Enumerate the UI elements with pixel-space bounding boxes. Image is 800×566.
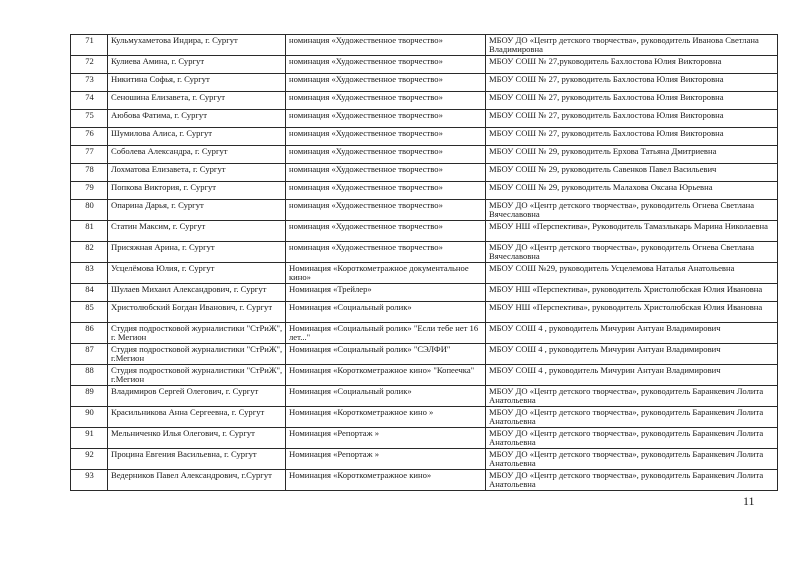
table-row <box>71 127 778 145</box>
row-number-cell: 85 <box>71 301 108 322</box>
row-number-cell: 83 <box>71 262 108 283</box>
row-number-cell: 79 <box>71 181 108 199</box>
organization-cell: МБОУ ДО «Центр детского творчества», руководитель Баранкевич Лолита Анатольевна <box>486 406 778 427</box>
row-number-cell: 81 <box>71 220 108 241</box>
organization-cell: МБОУ СОШ № 27, руководитель Бахлостова Юлия Викторовна <box>486 109 778 127</box>
participant-name-cell: Присяжная Арина, г. Сургут <box>108 241 286 262</box>
participant-name-cell: Студия подростковой журналистики "СтРиЖ", г. Мегион <box>108 322 286 343</box>
row-number-cell: 91 <box>71 427 108 448</box>
organization-cell: МБОУ ДО «Центр детского творчества», руководитель Баранкевич Лолита Анатольевна <box>486 427 778 448</box>
participant-name-cell: Никитина Софья, г. Сургут <box>108 73 286 91</box>
participant-name-cell: Студия подростковой журналистики "СтРиЖ", г.Мегион <box>108 364 286 385</box>
nomination-cell: Номинация «Репортаж » <box>286 448 486 469</box>
participant-name-cell: Усцелёмова Юлия, г. Сургут <box>108 262 286 283</box>
organization-cell: МБОУ СОШ 4 , руководитель Мичурин Антуан Владимирович <box>486 343 778 364</box>
participants-table-body <box>71 35 778 491</box>
table-row <box>71 343 778 364</box>
nomination-cell: номинация «Художественное творчество» <box>286 145 486 163</box>
organization-cell: МБОУ ДО «Центр детского творчества», руководитель Огнева Светлана Вячеславовна <box>486 199 778 220</box>
table-row <box>71 469 778 490</box>
participant-name-cell: Статин Максим, г. Сургут <box>108 220 286 241</box>
nomination-cell: Номинация «Социальный ролик» "СЭЛФИ" <box>286 343 486 364</box>
organization-cell: МБОУ ДО «Центр детского творчества», руководитель Баранкевич Лолита Анатольевна <box>486 385 778 406</box>
organization-cell: МБОУ СОШ 4 , руководитель Мичурин Антуан Владимирович <box>486 364 778 385</box>
participant-name-cell: Попкова Виктория, г. Сургут <box>108 181 286 199</box>
organization-cell: МБОУ СОШ № 29, руководитель Малахова Оксана Юрьевна <box>486 181 778 199</box>
participant-name-cell: Сеношина Елизавета, г. Сургут <box>108 91 286 109</box>
page-number: 11 <box>743 494 755 508</box>
table-row <box>71 283 778 301</box>
row-number-cell: 87 <box>71 343 108 364</box>
table-row <box>71 406 778 427</box>
row-number-cell: 80 <box>71 199 108 220</box>
table-row <box>71 262 778 283</box>
table-row <box>71 181 778 199</box>
organization-cell: МБОУ СОШ 4 , руководитель Мичурин Антуан Владимирович <box>486 322 778 343</box>
participant-name-cell: Опарина Дарья, г. Сургут <box>108 199 286 220</box>
table-row <box>71 448 778 469</box>
table-row <box>71 35 778 56</box>
nomination-cell: номинация «Художественное творчество» <box>286 127 486 145</box>
nomination-cell: Номинация «Трейлер» <box>286 283 486 301</box>
table-row <box>71 163 778 181</box>
nomination-cell: номинация «Художественное творчество» <box>286 241 486 262</box>
participant-name-cell: Красильникова Анна Сергеевна, г. Сургут <box>108 406 286 427</box>
table-row <box>71 199 778 220</box>
row-number-cell: 88 <box>71 364 108 385</box>
participant-name-cell: Мельниченко Илья Олегович, г. Сургут <box>108 427 286 448</box>
row-number-cell: 86 <box>71 322 108 343</box>
participant-name-cell: Процина Евгения Васильевна, г. Сургут <box>108 448 286 469</box>
nomination-cell: Номинация «Репортаж » <box>286 427 486 448</box>
organization-cell: МБОУ СОШ № 27, руководитель Бахлостова Юлия Викторовна <box>486 73 778 91</box>
document-sheet <box>70 34 777 491</box>
row-number-cell: 72 <box>71 55 108 73</box>
participant-name-cell: Кулиева Амина, г. Сургут <box>108 55 286 73</box>
organization-cell: МБОУ ДО «Центр детского творчества», руководитель Баранкевич Лолита Анатольевна <box>486 469 778 490</box>
organization-cell: МБОУ ДО «Центр детского творчества», руководитель Иванова Светлана Владимировна <box>486 35 778 56</box>
participant-name-cell: Студия подростковой журналистики "СтРиЖ", г.Мегион <box>108 343 286 364</box>
organization-cell: МБОУ СОШ №29, руководитель Усцелемова Наталья Анатольевна <box>486 262 778 283</box>
nomination-cell: Номинация «Социальный ролик» <box>286 385 486 406</box>
participant-name-cell: Владимиров Сергей Олегович, г. Сургут <box>108 385 286 406</box>
nomination-cell: номинация «Художественное творчество» <box>286 220 486 241</box>
participant-name-cell: Аюбова Фатима, г. Сургут <box>108 109 286 127</box>
organization-cell: МБОУ НШ «Перспектива», руководитель Христолюбская Юлия Ивановна <box>486 283 778 301</box>
organization-cell: МБОУ НШ «Перспектива», руководитель Христолюбская Юлия Ивановна <box>486 301 778 322</box>
row-number-cell: 74 <box>71 91 108 109</box>
row-number-cell: 93 <box>71 469 108 490</box>
organization-cell: МБОУ СОШ № 29, руководитель Ерхова Татьяна Дмитриевна <box>486 145 778 163</box>
nomination-cell: номинация «Художественное творчество» <box>286 199 486 220</box>
row-number-cell: 92 <box>71 448 108 469</box>
nomination-cell: Номинация «Социальный ролик» <box>286 301 486 322</box>
nomination-cell: номинация «Художественное творчество» <box>286 91 486 109</box>
row-number-cell: 77 <box>71 145 108 163</box>
nomination-cell: номинация «Художественное творчество» <box>286 181 486 199</box>
organization-cell: МБОУ ДО «Центр детского творчества», руководитель Баранкевич Лолита Анатольевна <box>486 448 778 469</box>
row-number-cell: 84 <box>71 283 108 301</box>
nomination-cell: Номинация «Социальный ролик» "Если тебе нет 16 лет..." <box>286 322 486 343</box>
participant-name-cell: Ведерников Павел Александрович, г.Сургут <box>108 469 286 490</box>
nomination-cell: Номинация «Короткометражное документальное кино» <box>286 262 486 283</box>
table-row <box>71 364 778 385</box>
row-number-cell: 76 <box>71 127 108 145</box>
nomination-cell: Номинация «Короткометражное кино» <box>286 469 486 490</box>
row-number-cell: 90 <box>71 406 108 427</box>
participant-name-cell: Шумилова Алиса, г. Сургут <box>108 127 286 145</box>
participant-name-cell: Шулаев Михаил Александрович, г. Сургут <box>108 283 286 301</box>
nomination-cell: Номинация «Короткометражное кино» "Копеечка" <box>286 364 486 385</box>
nomination-cell: номинация «Художественное творчество» <box>286 35 486 56</box>
table-row <box>71 301 778 322</box>
organization-cell: МБОУ СОШ № 27,руководитель Бахлостова Юлия Викторовна <box>486 55 778 73</box>
table-row <box>71 220 778 241</box>
table-row <box>71 385 778 406</box>
participant-name-cell: Соболева Александра, г. Сургут <box>108 145 286 163</box>
participant-name-cell: Кульмухаметова Индира, г. Сургут <box>108 35 286 56</box>
table-row <box>71 91 778 109</box>
table-row <box>71 322 778 343</box>
participant-name-cell: Лохматова Елизавета, г. Сургут <box>108 163 286 181</box>
table-row <box>71 73 778 91</box>
table-row <box>71 109 778 127</box>
organization-cell: МБОУ НШ «Перспектива», Руководитель Тамазлыкарь Марина Николаевна <box>486 220 778 241</box>
row-number-cell: 73 <box>71 73 108 91</box>
organization-cell: МБОУ ДО «Центр детского творчества», руководитель Огнева Светлана Вячеславовна <box>486 241 778 262</box>
nomination-cell: Номинация «Короткометражное кино » <box>286 406 486 427</box>
nomination-cell: номинация «Художественное творчество» <box>286 163 486 181</box>
row-number-cell: 82 <box>71 241 108 262</box>
participants-table <box>70 34 778 491</box>
organization-cell: МБОУ СОШ № 27, руководитель Бахлостова Юлия Викторовна <box>486 127 778 145</box>
nomination-cell: номинация «Художественное творчество» <box>286 55 486 73</box>
row-number-cell: 89 <box>71 385 108 406</box>
table-row <box>71 55 778 73</box>
table-row <box>71 145 778 163</box>
row-number-cell: 75 <box>71 109 108 127</box>
table-row <box>71 241 778 262</box>
participant-name-cell: Христолюбский Богдан Иванович, г. Сургут <box>108 301 286 322</box>
row-number-cell: 71 <box>71 35 108 56</box>
nomination-cell: номинация «Художественное творчество» <box>286 73 486 91</box>
table-row <box>71 427 778 448</box>
organization-cell: МБОУ СОШ № 27, руководитель Бахлостова Юлия Викторовна <box>486 91 778 109</box>
organization-cell: МБОУ СОШ № 29, руководитель Савенков Павел Васильевич <box>486 163 778 181</box>
row-number-cell: 78 <box>71 163 108 181</box>
nomination-cell: номинация «Художественное творчество» <box>286 109 486 127</box>
